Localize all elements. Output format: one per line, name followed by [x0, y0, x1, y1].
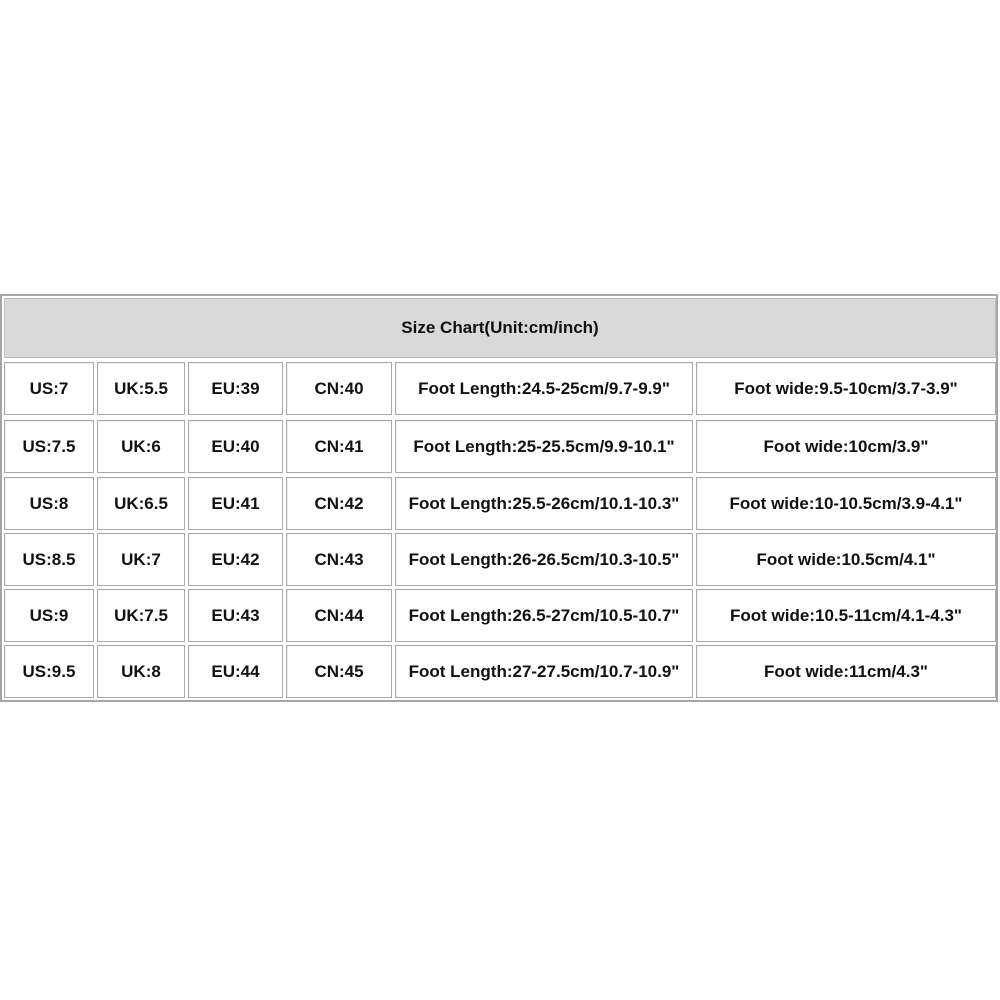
- foot-width-cell: Foot wide:10cm/3.9": [696, 420, 996, 473]
- foot-length-cell: Foot Length:26.5-27cm/10.5-10.7": [395, 589, 693, 642]
- foot-length-cell: Foot Length:25-25.5cm/9.9-10.1": [395, 420, 693, 473]
- foot-width-cell: Foot wide:9.5-10cm/3.7-3.9": [696, 362, 996, 415]
- cn-size-cell: CN:40: [286, 362, 392, 415]
- eu-size-cell: EU:39: [188, 362, 283, 415]
- us-size-cell: US:7.5: [4, 420, 94, 473]
- foot-length-cell: Foot Length:24.5-25cm/9.7-9.9": [395, 362, 693, 415]
- size-chart-table: [0, 294, 998, 702]
- foot-width-cell: Foot wide:11cm/4.3": [696, 645, 996, 698]
- uk-size-cell: UK:6: [97, 420, 185, 473]
- us-size-cell: US:8: [4, 477, 94, 530]
- us-size-cell: US:9: [4, 589, 94, 642]
- uk-size-cell: UK:7: [97, 533, 185, 586]
- foot-width-cell: Foot wide:10.5-11cm/4.1-4.3": [696, 589, 996, 642]
- foot-length-cell: Foot Length:26-26.5cm/10.3-10.5": [395, 533, 693, 586]
- eu-size-cell: EU:42: [188, 533, 283, 586]
- uk-size-cell: UK:8: [97, 645, 185, 698]
- uk-size-cell: UK:5.5: [97, 362, 185, 415]
- us-size-cell: US:9.5: [4, 645, 94, 698]
- uk-size-cell: UK:6.5: [97, 477, 185, 530]
- eu-size-cell: EU:44: [188, 645, 283, 698]
- foot-length-cell: Foot Length:25.5-26cm/10.1-10.3": [395, 477, 693, 530]
- cn-size-cell: CN:41: [286, 420, 392, 473]
- cn-size-cell: CN:43: [286, 533, 392, 586]
- cn-size-cell: CN:44: [286, 589, 392, 642]
- eu-size-cell: EU:43: [188, 589, 283, 642]
- us-size-cell: US:8.5: [4, 533, 94, 586]
- cn-size-cell: CN:42: [286, 477, 392, 530]
- uk-size-cell: UK:7.5: [97, 589, 185, 642]
- foot-width-cell: Foot wide:10.5cm/4.1": [696, 533, 996, 586]
- eu-size-cell: EU:41: [188, 477, 283, 530]
- eu-size-cell: EU:40: [188, 420, 283, 473]
- cn-size-cell: CN:45: [286, 645, 392, 698]
- foot-length-cell: Foot Length:27-27.5cm/10.7-10.9": [395, 645, 693, 698]
- us-size-cell: US:7: [4, 362, 94, 415]
- size-chart-title: Size Chart(Unit:cm/inch): [4, 298, 996, 358]
- foot-width-cell: Foot wide:10-10.5cm/3.9-4.1": [696, 477, 996, 530]
